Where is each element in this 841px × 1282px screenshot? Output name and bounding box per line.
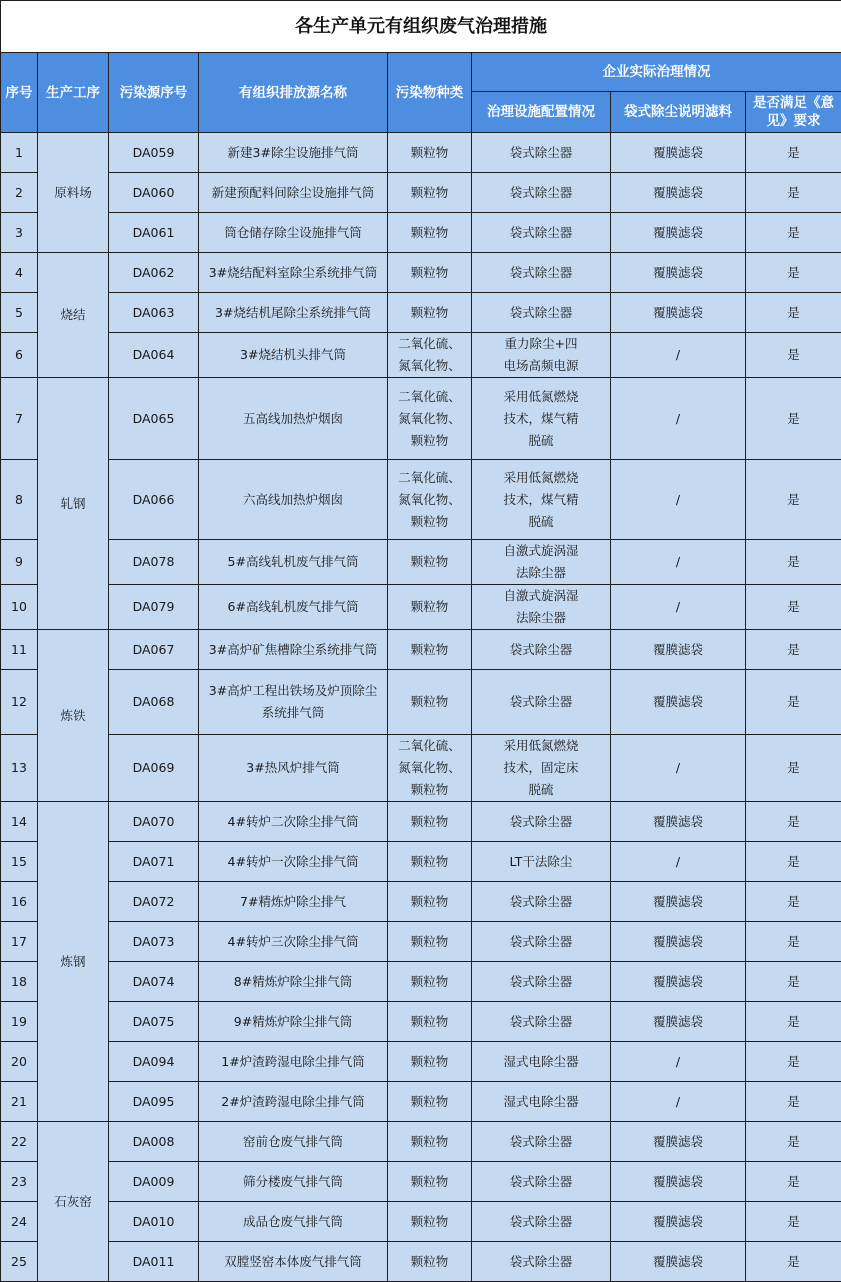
cell-seq: 15 — [1, 842, 38, 882]
table-row — [1, 802, 841, 842]
cell-pollutant: 颗粒物 — [388, 1122, 472, 1162]
cell-source-name: 7#精炼炉除尘排气 — [199, 882, 388, 922]
cell-pollutant: 颗粒物 — [388, 253, 472, 293]
cell-facility: 自激式旋涡湿 法除尘器 — [472, 585, 611, 630]
cell-compliance: 是 — [746, 1042, 841, 1082]
table-row — [1, 1042, 841, 1082]
cell-seq: 16 — [1, 882, 38, 922]
cell-bag-material: 覆膜滤袋 — [611, 173, 746, 213]
table-row — [1, 540, 841, 585]
cell-compliance: 是 — [746, 735, 841, 802]
cell-source-code: DA094 — [109, 1042, 199, 1082]
cell-source-code: DA069 — [109, 735, 199, 802]
cell-source-name: 8#精炼炉除尘排气筒 — [199, 962, 388, 1002]
header-compliance: 是否满足《意见》要求 — [746, 92, 841, 133]
cell-source-code: DA067 — [109, 630, 199, 670]
cell-pollutant: 颗粒物 — [388, 802, 472, 842]
cell-source-code: DA010 — [109, 1202, 199, 1242]
cell-source-name: 4#转炉三次除尘排气筒 — [199, 922, 388, 962]
table-row — [1, 1082, 841, 1122]
cell-source-code: DA068 — [109, 670, 199, 735]
cell-seq: 17 — [1, 922, 38, 962]
cell-bag-material: 覆膜滤袋 — [611, 922, 746, 962]
cell-seq: 25 — [1, 1242, 38, 1282]
table-body — [1, 133, 841, 1282]
cell-compliance: 是 — [746, 962, 841, 1002]
cell-compliance: 是 — [746, 1002, 841, 1042]
cell-pollutant: 颗粒物 — [388, 540, 472, 585]
cell-pollutant: 颗粒物 — [388, 293, 472, 333]
cell-compliance: 是 — [746, 333, 841, 378]
table-row — [1, 1162, 841, 1202]
table-row — [1, 882, 841, 922]
table-row — [1, 585, 841, 630]
cell-source-name: 五高线加热炉烟囱 — [199, 378, 388, 460]
cell-source-name: 新建3#除尘设施排气筒 — [199, 133, 388, 173]
cell-facility: 袋式除尘器 — [472, 882, 611, 922]
table-row — [1, 1002, 841, 1042]
cell-source-name: 1#炉渣跨湿电除尘排气筒 — [199, 1042, 388, 1082]
cell-pollutant: 颗粒物 — [388, 962, 472, 1002]
cell-pollutant: 颗粒物 — [388, 133, 472, 173]
cell-seq: 10 — [1, 585, 38, 630]
cell-bag-material: / — [611, 585, 746, 630]
cell-source-code: DA061 — [109, 213, 199, 253]
cell-source-name: 筛分楼废气排气筒 — [199, 1162, 388, 1202]
cell-source-code: DA071 — [109, 842, 199, 882]
cell-process: 石灰窑 — [38, 1122, 109, 1282]
cell-source-code: DA062 — [109, 253, 199, 293]
cell-compliance: 是 — [746, 670, 841, 735]
table-row — [1, 670, 841, 735]
cell-bag-material: / — [611, 378, 746, 460]
cell-pollutant: 二氧化硫、 氮氧化物、 颗粒物 — [388, 735, 472, 802]
cell-facility: 袋式除尘器 — [472, 253, 611, 293]
cell-source-code: DA070 — [109, 802, 199, 842]
header-source-no: 污染源序号 — [109, 53, 199, 133]
cell-facility: 重力除尘+四 电场高频电源 — [472, 333, 611, 378]
cell-facility: 袋式除尘器 — [472, 213, 611, 253]
table-row — [1, 962, 841, 1002]
cell-source-name: 5#高线轧机废气排气筒 — [199, 540, 388, 585]
cell-pollutant: 颗粒物 — [388, 630, 472, 670]
cell-source-name: 3#烧结配料室除尘系统排气筒 — [199, 253, 388, 293]
cell-bag-material: 覆膜滤袋 — [611, 213, 746, 253]
cell-seq: 19 — [1, 1002, 38, 1042]
cell-compliance: 是 — [746, 1162, 841, 1202]
header-process: 生产工序 — [38, 53, 109, 133]
cell-seq: 2 — [1, 173, 38, 213]
cell-facility: 湿式电除尘器 — [472, 1082, 611, 1122]
cell-bag-material: / — [611, 842, 746, 882]
cell-pollutant: 二氧化硫、 氮氧化物、 颗粒物 — [388, 460, 472, 540]
cell-bag-material: 覆膜滤袋 — [611, 1162, 746, 1202]
cell-pollutant: 颗粒物 — [388, 1242, 472, 1282]
table-row — [1, 735, 841, 802]
cell-facility: 袋式除尘器 — [472, 173, 611, 213]
cell-seq: 7 — [1, 378, 38, 460]
cell-pollutant: 颗粒物 — [388, 882, 472, 922]
cell-source-code: DA064 — [109, 333, 199, 378]
cell-compliance: 是 — [746, 1082, 841, 1122]
cell-facility: 袋式除尘器 — [472, 1122, 611, 1162]
cell-facility: 袋式除尘器 — [472, 630, 611, 670]
cell-source-name: 6#高线轧机废气排气筒 — [199, 585, 388, 630]
header-pollutant: 污染物种类 — [388, 53, 472, 133]
cell-seq: 22 — [1, 1122, 38, 1162]
cell-source-name: 3#烧结机头排气筒 — [199, 333, 388, 378]
table-row — [1, 630, 841, 670]
cell-facility: 袋式除尘器 — [472, 922, 611, 962]
cell-compliance: 是 — [746, 842, 841, 882]
cell-source-code: DA095 — [109, 1082, 199, 1122]
cell-facility: 袋式除尘器 — [472, 1202, 611, 1242]
cell-source-name: 3#烧结机尾除尘系统排气筒 — [199, 293, 388, 333]
cell-seq: 11 — [1, 630, 38, 670]
cell-pollutant: 颗粒物 — [388, 173, 472, 213]
cell-seq: 14 — [1, 802, 38, 842]
cell-compliance: 是 — [746, 1242, 841, 1282]
cell-process: 原料场 — [38, 133, 109, 253]
cell-pollutant: 颗粒物 — [388, 585, 472, 630]
cell-seq: 9 — [1, 540, 38, 585]
cell-process: 轧钢 — [38, 378, 109, 630]
cell-source-code: DA066 — [109, 460, 199, 540]
cell-pollutant: 颗粒物 — [388, 213, 472, 253]
cell-pollutant: 颗粒物 — [388, 1002, 472, 1042]
header-source-name: 有组织排放源名称 — [199, 53, 388, 133]
cell-bag-material: 覆膜滤袋 — [611, 253, 746, 293]
cell-compliance: 是 — [746, 213, 841, 253]
cell-compliance: 是 — [746, 173, 841, 213]
cell-source-name: 4#转炉一次除尘排气筒 — [199, 842, 388, 882]
cell-source-name: 新建预配料间除尘设施排气筒 — [199, 173, 388, 213]
cell-facility: 湿式电除尘器 — [472, 1042, 611, 1082]
cell-source-code: DA078 — [109, 540, 199, 585]
cell-source-name: 3#高炉矿焦槽除尘系统排气筒 — [199, 630, 388, 670]
cell-source-code: DA065 — [109, 378, 199, 460]
cell-seq: 1 — [1, 133, 38, 173]
table-row — [1, 460, 841, 540]
cell-seq: 12 — [1, 670, 38, 735]
cell-pollutant: 二氧化硫、 氮氧化物、 — [388, 333, 472, 378]
cell-facility: 采用低氮燃烧 技术，煤气精 脱硫 — [472, 378, 611, 460]
cell-source-code: DA075 — [109, 1002, 199, 1042]
cell-source-code: DA074 — [109, 962, 199, 1002]
table-row — [1, 173, 841, 213]
cell-pollutant: 颗粒物 — [388, 1082, 472, 1122]
cell-seq: 23 — [1, 1162, 38, 1202]
table-row — [1, 333, 841, 378]
cell-bag-material: 覆膜滤袋 — [611, 882, 746, 922]
cell-seq: 3 — [1, 213, 38, 253]
cell-source-name: 六高线加热炉烟囱 — [199, 460, 388, 540]
header-facility: 治理设施配置情况 — [472, 92, 611, 133]
cell-pollutant: 二氧化硫、 氮氧化物、 颗粒物 — [388, 378, 472, 460]
cell-bag-material: 覆膜滤袋 — [611, 133, 746, 173]
table-row — [1, 293, 841, 333]
cell-facility: 袋式除尘器 — [472, 962, 611, 1002]
cell-facility: 袋式除尘器 — [472, 802, 611, 842]
cell-process: 烧结 — [38, 253, 109, 378]
cell-source-name: 2#炉渣跨湿电除尘排气筒 — [199, 1082, 388, 1122]
cell-process: 炼铁 — [38, 630, 109, 802]
cell-pollutant: 颗粒物 — [388, 670, 472, 735]
cell-source-code: DA073 — [109, 922, 199, 962]
cell-seq: 6 — [1, 333, 38, 378]
cell-source-name: 成品仓废气排气筒 — [199, 1202, 388, 1242]
header-group: 企业实际治理情况 — [472, 53, 841, 92]
cell-source-code: DA060 — [109, 173, 199, 213]
table-row — [1, 922, 841, 962]
cell-bag-material: / — [611, 735, 746, 802]
cell-bag-material: 覆膜滤袋 — [611, 802, 746, 842]
cell-source-name: 3#热风炉排气筒 — [199, 735, 388, 802]
table-row — [1, 1122, 841, 1162]
cell-bag-material: 覆膜滤袋 — [611, 1202, 746, 1242]
table-row — [1, 1202, 841, 1242]
table-row — [1, 378, 841, 460]
cell-bag-material: 覆膜滤袋 — [611, 1122, 746, 1162]
cell-compliance: 是 — [746, 585, 841, 630]
cell-seq: 8 — [1, 460, 38, 540]
cell-seq: 18 — [1, 962, 38, 1002]
header-bag-material: 袋式除尘说明滤料 — [611, 92, 746, 133]
cell-source-code: DA009 — [109, 1162, 199, 1202]
cell-bag-material: 覆膜滤袋 — [611, 670, 746, 735]
cell-bag-material: / — [611, 1042, 746, 1082]
cell-pollutant: 颗粒物 — [388, 1162, 472, 1202]
table-row — [1, 253, 841, 293]
cell-compliance: 是 — [746, 1202, 841, 1242]
cell-pollutant: 颗粒物 — [388, 1202, 472, 1242]
cell-bag-material: 覆膜滤袋 — [611, 293, 746, 333]
table-row — [1, 133, 841, 173]
cell-source-code: DA063 — [109, 293, 199, 333]
cell-bag-material: / — [611, 1082, 746, 1122]
cell-compliance: 是 — [746, 293, 841, 333]
cell-facility: 袋式除尘器 — [472, 133, 611, 173]
page-title: 各生产单元有组织废气治理措施 — [1, 1, 841, 53]
cell-facility: 袋式除尘器 — [472, 1002, 611, 1042]
cell-pollutant: 颗粒物 — [388, 922, 472, 962]
cell-compliance: 是 — [746, 922, 841, 962]
cell-source-name: 筒仓储存除尘设施排气筒 — [199, 213, 388, 253]
cell-seq: 13 — [1, 735, 38, 802]
cell-compliance: 是 — [746, 540, 841, 585]
cell-seq: 4 — [1, 253, 38, 293]
cell-pollutant: 颗粒物 — [388, 842, 472, 882]
cell-source-code: DA011 — [109, 1242, 199, 1282]
cell-compliance: 是 — [746, 630, 841, 670]
cell-source-name: 双膛竖窑本体废气排气筒 — [199, 1242, 388, 1282]
cell-source-name: 9#精炼炉除尘排气筒 — [199, 1002, 388, 1042]
table-row — [1, 842, 841, 882]
table-row — [1, 1242, 841, 1282]
cell-compliance: 是 — [746, 882, 841, 922]
table-row — [1, 213, 841, 253]
cell-compliance: 是 — [746, 460, 841, 540]
cell-source-name: 窑前仓废气排气筒 — [199, 1122, 388, 1162]
cell-seq: 21 — [1, 1082, 38, 1122]
cell-compliance: 是 — [746, 802, 841, 842]
cell-bag-material: 覆膜滤袋 — [611, 962, 746, 1002]
cell-source-code: DA079 — [109, 585, 199, 630]
cell-facility: 自激式旋涡湿 法除尘器 — [472, 540, 611, 585]
cell-facility: 采用低氮燃烧 技术，固定床 脱硫 — [472, 735, 611, 802]
cell-facility: 袋式除尘器 — [472, 670, 611, 735]
cell-bag-material: / — [611, 540, 746, 585]
cell-facility: 采用低氮燃烧 技术，煤气精 脱硫 — [472, 460, 611, 540]
cell-seq: 5 — [1, 293, 38, 333]
cell-source-name: 4#转炉二次除尘排气筒 — [199, 802, 388, 842]
cell-source-code: DA008 — [109, 1122, 199, 1162]
cell-source-code: DA059 — [109, 133, 199, 173]
header-seq: 序号 — [1, 53, 38, 133]
cell-facility: 袋式除尘器 — [472, 1162, 611, 1202]
cell-bag-material: / — [611, 333, 746, 378]
cell-bag-material: 覆膜滤袋 — [611, 630, 746, 670]
cell-bag-material: / — [611, 460, 746, 540]
cell-compliance: 是 — [746, 253, 841, 293]
cell-compliance: 是 — [746, 133, 841, 173]
cell-source-name: 3#高炉工程出铁场及炉顶除尘 系统排气筒 — [199, 670, 388, 735]
cell-seq: 20 — [1, 1042, 38, 1082]
cell-pollutant: 颗粒物 — [388, 1042, 472, 1082]
cell-bag-material: 覆膜滤袋 — [611, 1002, 746, 1042]
cell-compliance: 是 — [746, 378, 841, 460]
cell-seq: 24 — [1, 1202, 38, 1242]
cell-bag-material: 覆膜滤袋 — [611, 1242, 746, 1282]
cell-facility: 袋式除尘器 — [472, 293, 611, 333]
cell-facility: 袋式除尘器 — [472, 1242, 611, 1282]
cell-compliance: 是 — [746, 1122, 841, 1162]
cell-process: 炼钢 — [38, 802, 109, 1122]
cell-facility: LT干法除尘 — [472, 842, 611, 882]
cell-source-code: DA072 — [109, 882, 199, 922]
